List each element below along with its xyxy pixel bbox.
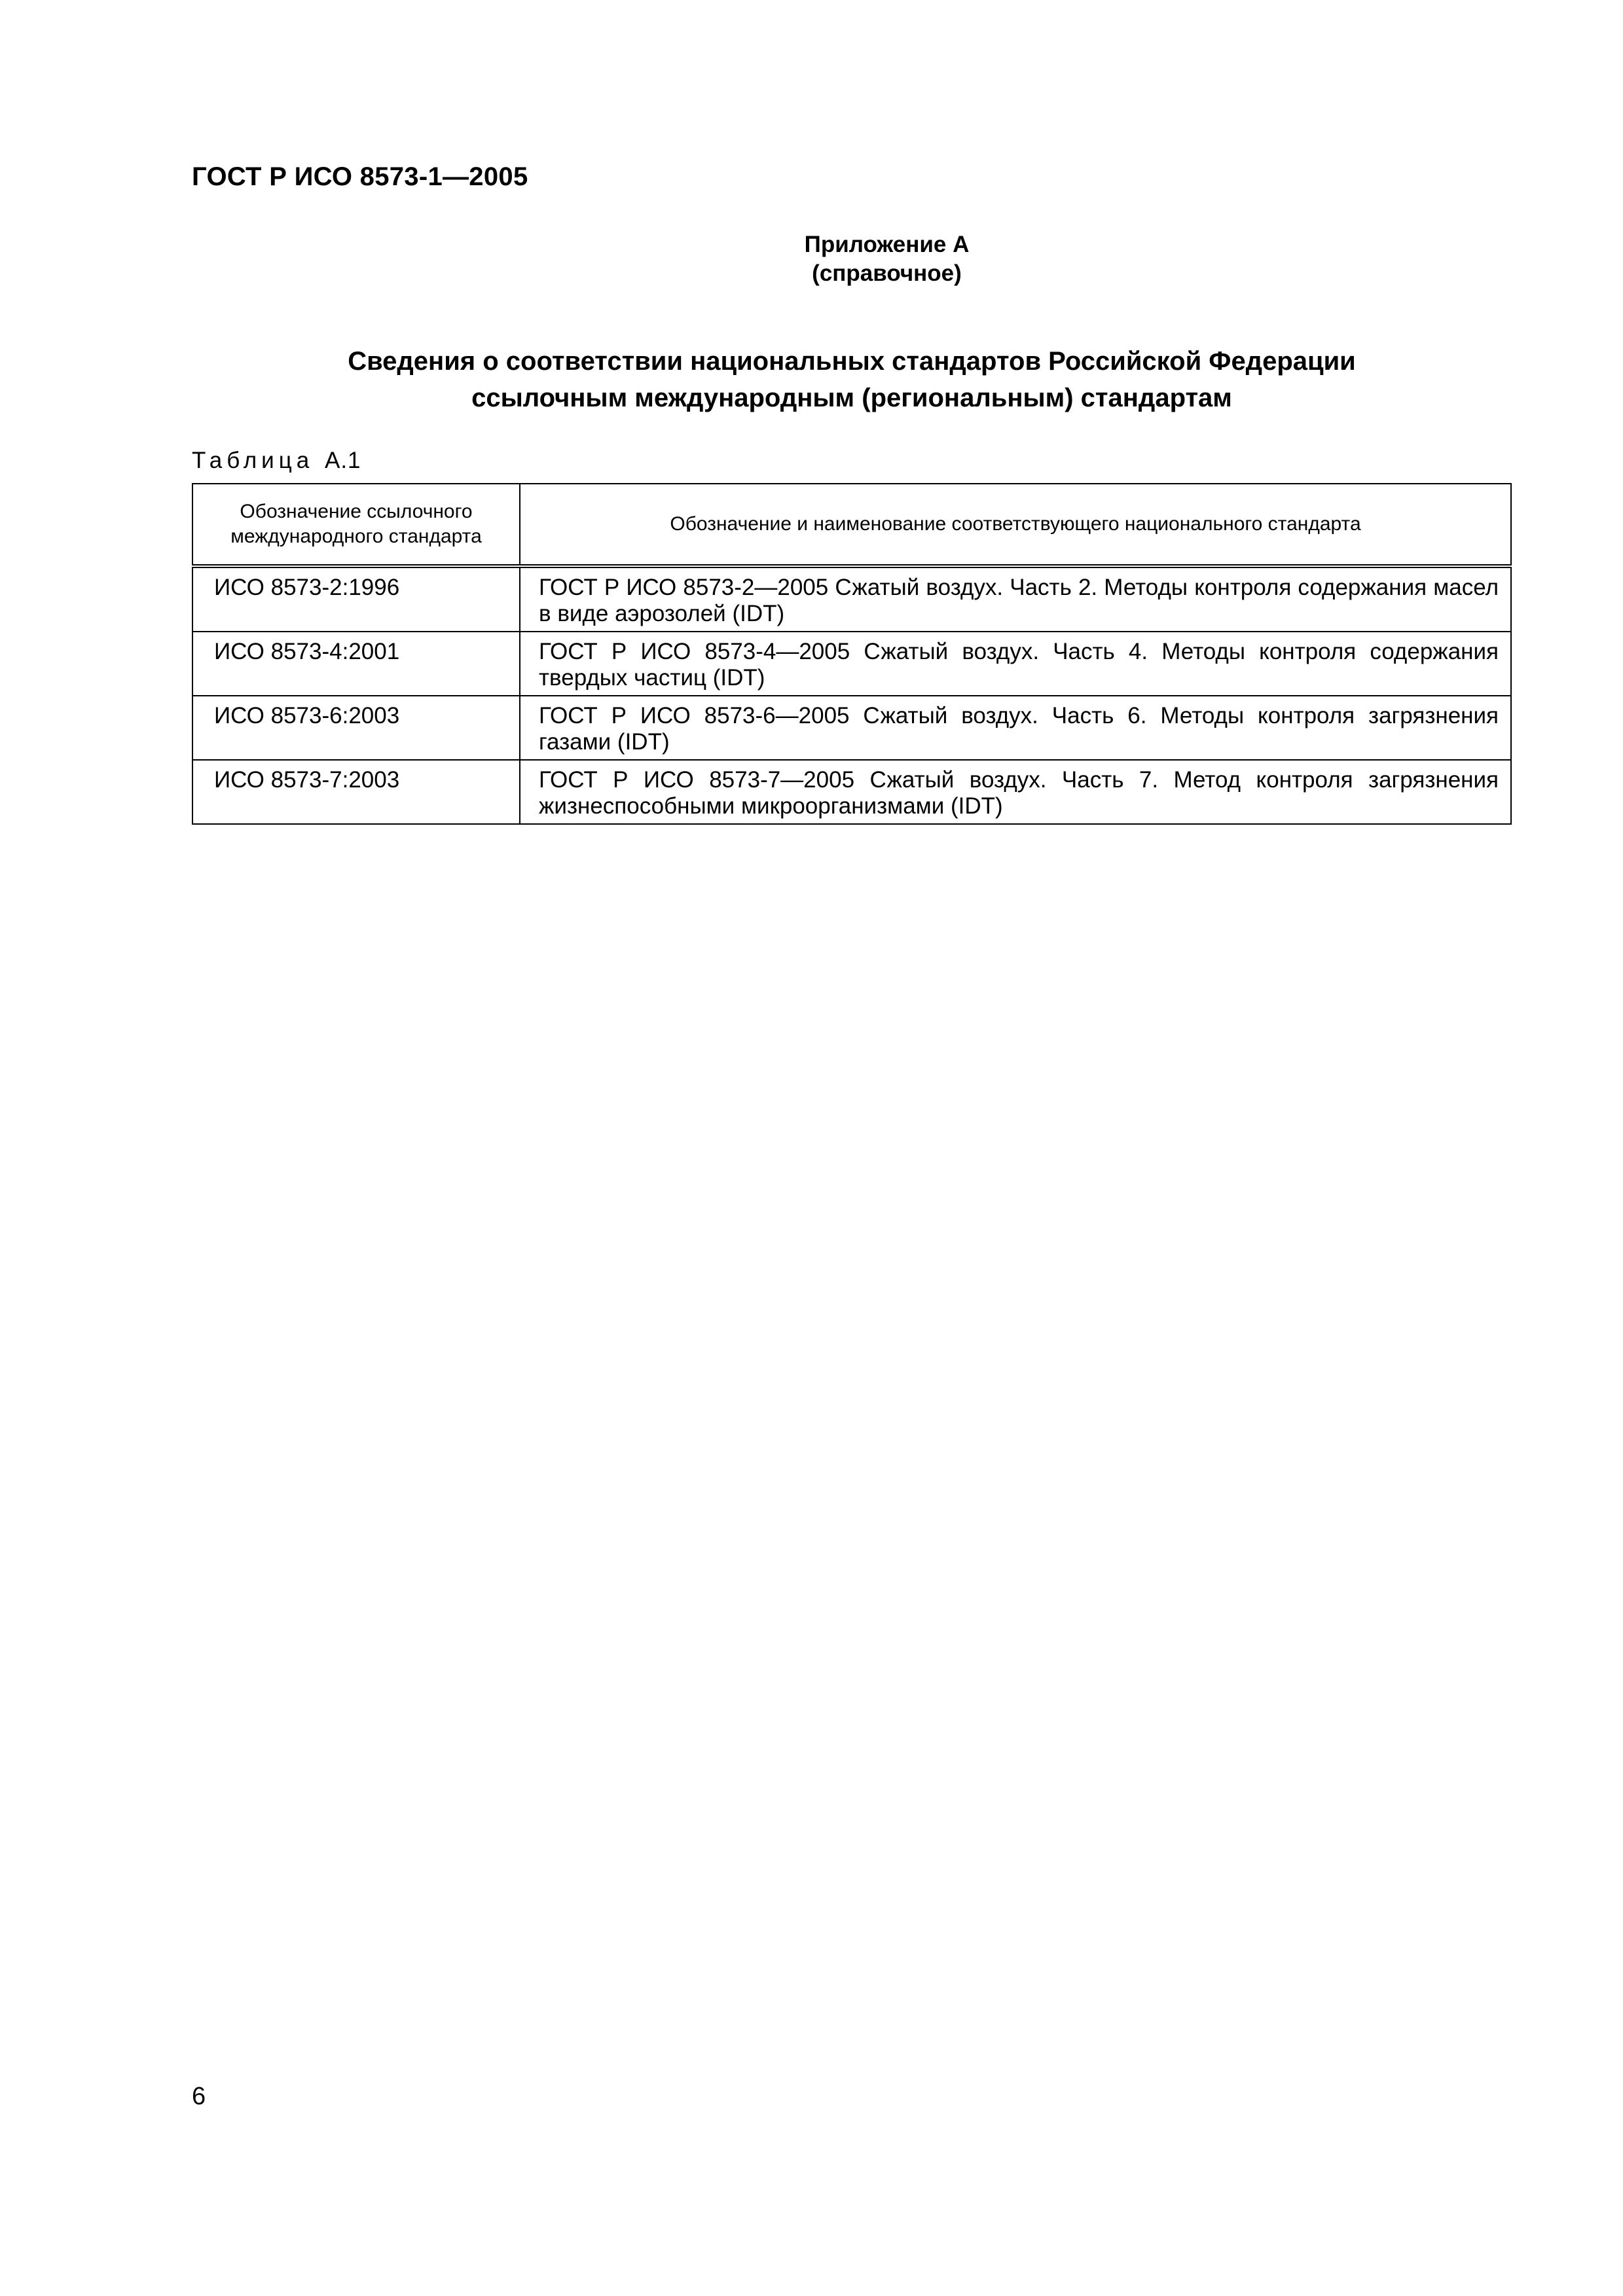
table-row: [192, 760, 1511, 824]
annex-status: (справочное): [812, 260, 962, 286]
table-row: [192, 696, 1511, 760]
annex-title-line-1: Сведения о соответствии национальных стандартов Российской Федерации: [348, 347, 1356, 376]
cell-intl-standard: ИСО 8573-2:1996: [192, 566, 520, 632]
cell-national-standard: ГОСТ Р ИСО 8573-2—2005 Сжатый воздух. Часть 2. Методы контроля содержания масел в виде аэрозолей (IDT): [520, 566, 1511, 632]
annex-heading: [0, 230, 1623, 288]
table-header-row: [192, 484, 1511, 566]
annex-title: [192, 343, 1512, 416]
annex-label: Приложение А: [804, 232, 970, 257]
table-caption: [192, 448, 361, 474]
header-national-standard: Обозначение и наименование соответствующего национального стандарта: [520, 484, 1511, 566]
table-row: [192, 632, 1511, 696]
annex-title-line-2: ссылочным международным (региональным) стандартам: [471, 384, 1232, 412]
cell-intl-standard: ИСО 8573-4:2001: [192, 632, 520, 696]
document-code: ГОСТ Р ИСО 8573-1—2005: [192, 162, 528, 191]
header-intl-standard: Обозначение ссылочного международного стандарта: [192, 484, 520, 566]
table-caption-number: А.1: [324, 448, 361, 473]
page-number: 6: [192, 2083, 206, 2110]
cell-intl-standard: ИСО 8573-7:2003: [192, 760, 520, 824]
standards-table: [192, 483, 1512, 825]
cell-national-standard: ГОСТ Р ИСО 8573-4—2005 Сжатый воздух. Часть 4. Методы контроля содержания твердых частиц (IDT): [520, 632, 1511, 696]
table-row: [192, 566, 1511, 632]
cell-national-standard: ГОСТ Р ИСО 8573-6—2005 Сжатый воздух. Часть 6. Методы контроля загрязнения газами (IDT): [520, 696, 1511, 760]
cell-intl-standard: ИСО 8573-6:2003: [192, 696, 520, 760]
cell-national-standard: ГОСТ Р ИСО 8573-7—2005 Сжатый воздух. Часть 7. Метод контроля загрязнения жизнеспособными микроорганизмами (IDT): [520, 760, 1511, 824]
table-caption-word: Таблица: [192, 448, 314, 473]
